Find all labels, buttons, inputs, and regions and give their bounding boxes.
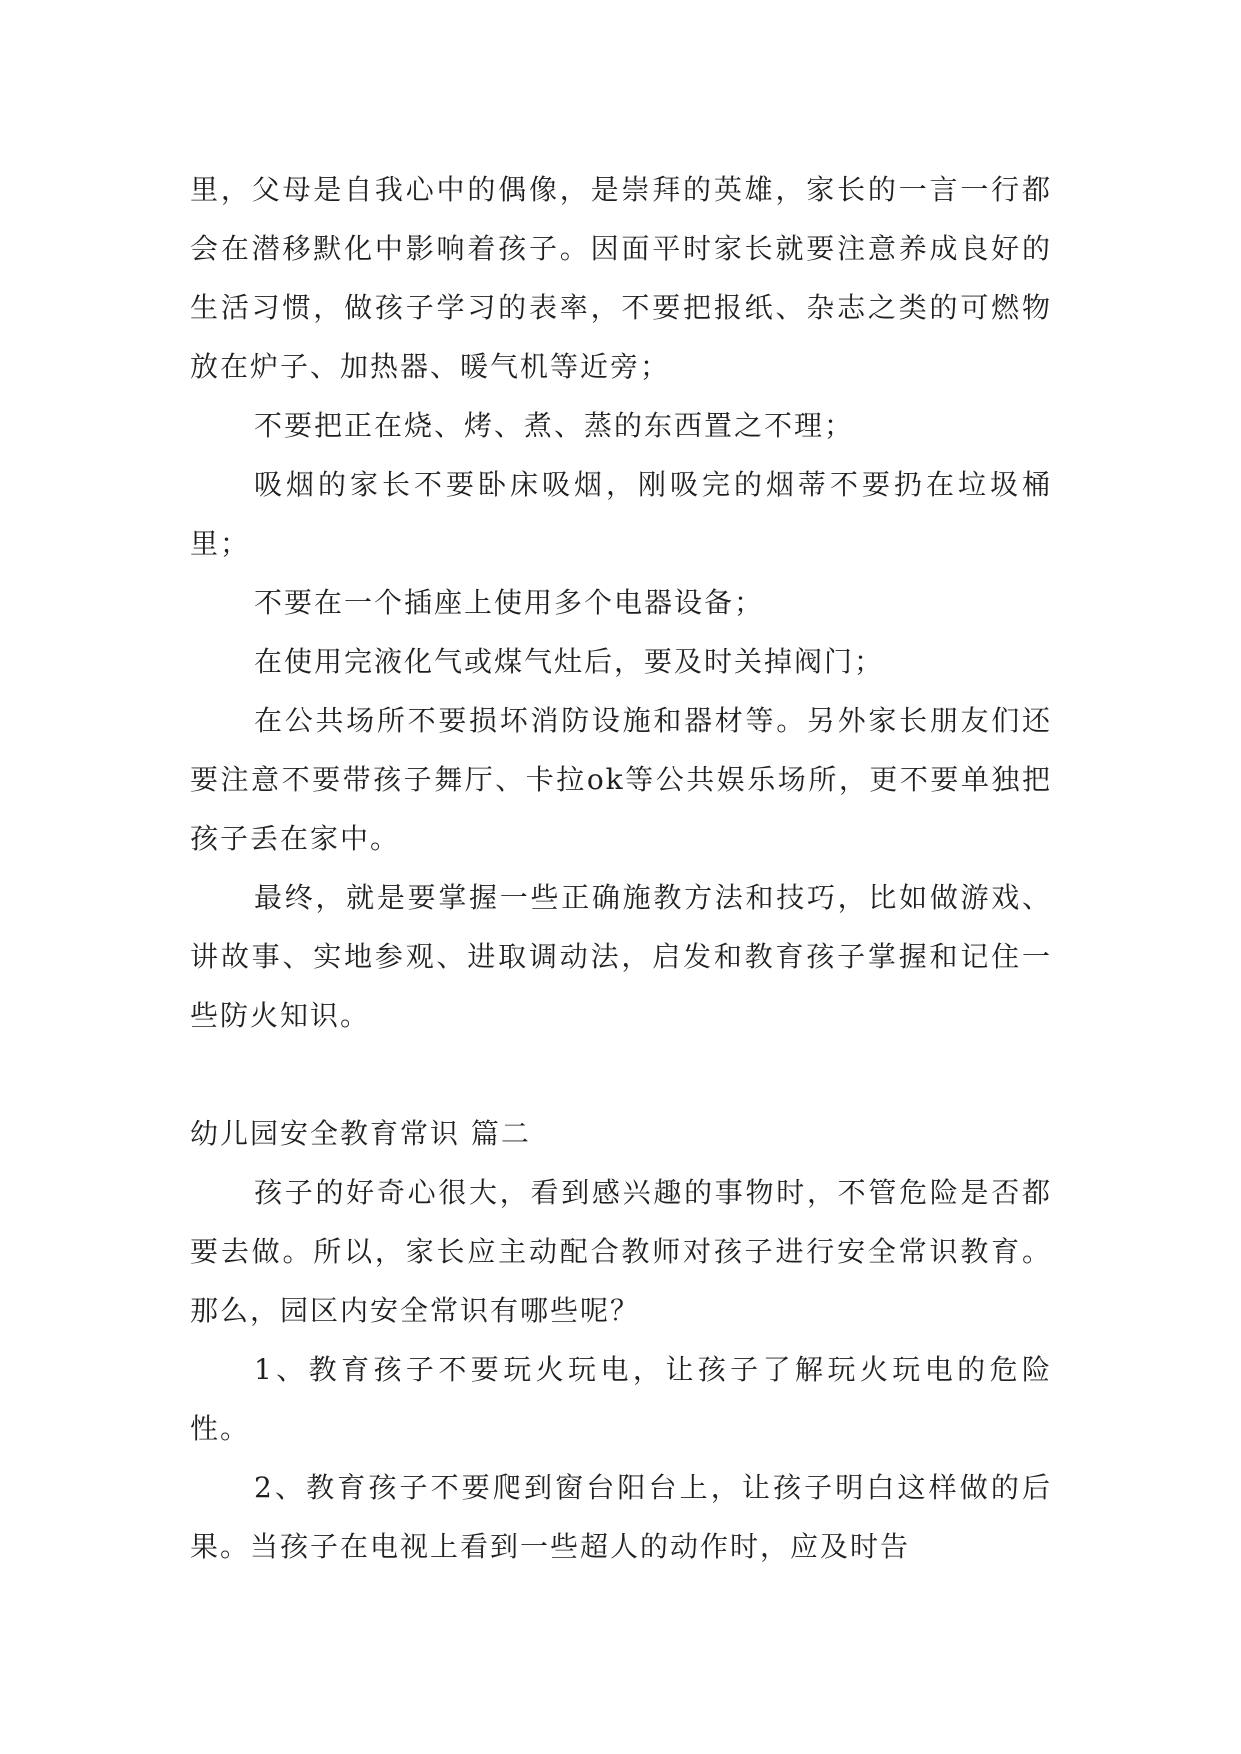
- paragraph: 不要把正在烧、烤、煮、蒸的东西置之不理；: [254, 409, 855, 442]
- section-heading: 幼儿园安全教育常识 篇二: [190, 1117, 531, 1150]
- paragraph: 在使用完液化气或煤气灶后，要及时关掉阀门；: [254, 645, 885, 678]
- paragraph: 不要在一个插座上使用多个电器设备；: [254, 586, 765, 619]
- paragraph: 在公共场所不要损坏消防设施和器材等。另外家长朋友们还要注意不要带孩子舞厅、卡拉ok等公共娱乐场所，更不要单独把孩子丢在家中。: [190, 704, 1052, 855]
- document-body: [190, 160, 1052, 1576]
- paragraph: 里，父母是自我心中的偶像，是崇拜的英雄，家长的一言一行都会在潜移默化中影响着孩子。因面平时家长就要注意养成良好的生活习惯，做孩子学习的表率，不要把报纸、杂志之类的可燃物放在炉子、加热器、暖气机等近旁；: [190, 173, 1052, 383]
- paragraph: 吸烟的家长不要卧床吸烟，刚吸完的烟蒂不要扔在垃圾桶里；: [190, 468, 1052, 560]
- paragraph: 2、教育孩子不要爬到窗台阳台上，让孩子明白这样做的后果。当孩子在电视上看到一些超人的动作时，应及时告: [190, 1471, 1052, 1563]
- paragraph: 1、教育孩子不要玩火玩电，让孩子了解玩火玩电的危险性。: [190, 1353, 1052, 1445]
- paragraph: 最终，就是要掌握一些正确施教方法和技巧，比如做游戏、讲故事、实地参观、进取调动法，启发和教育孩子掌握和记住一些防火知识。: [190, 881, 1052, 1032]
- paragraph: 孩子的好奇心很大，看到感兴趣的事物时，不管危险是否都要去做。所以，家长应主动配合教师对孩子进行安全常识教育。那么，园区内安全常识有哪些呢？: [190, 1176, 1052, 1327]
